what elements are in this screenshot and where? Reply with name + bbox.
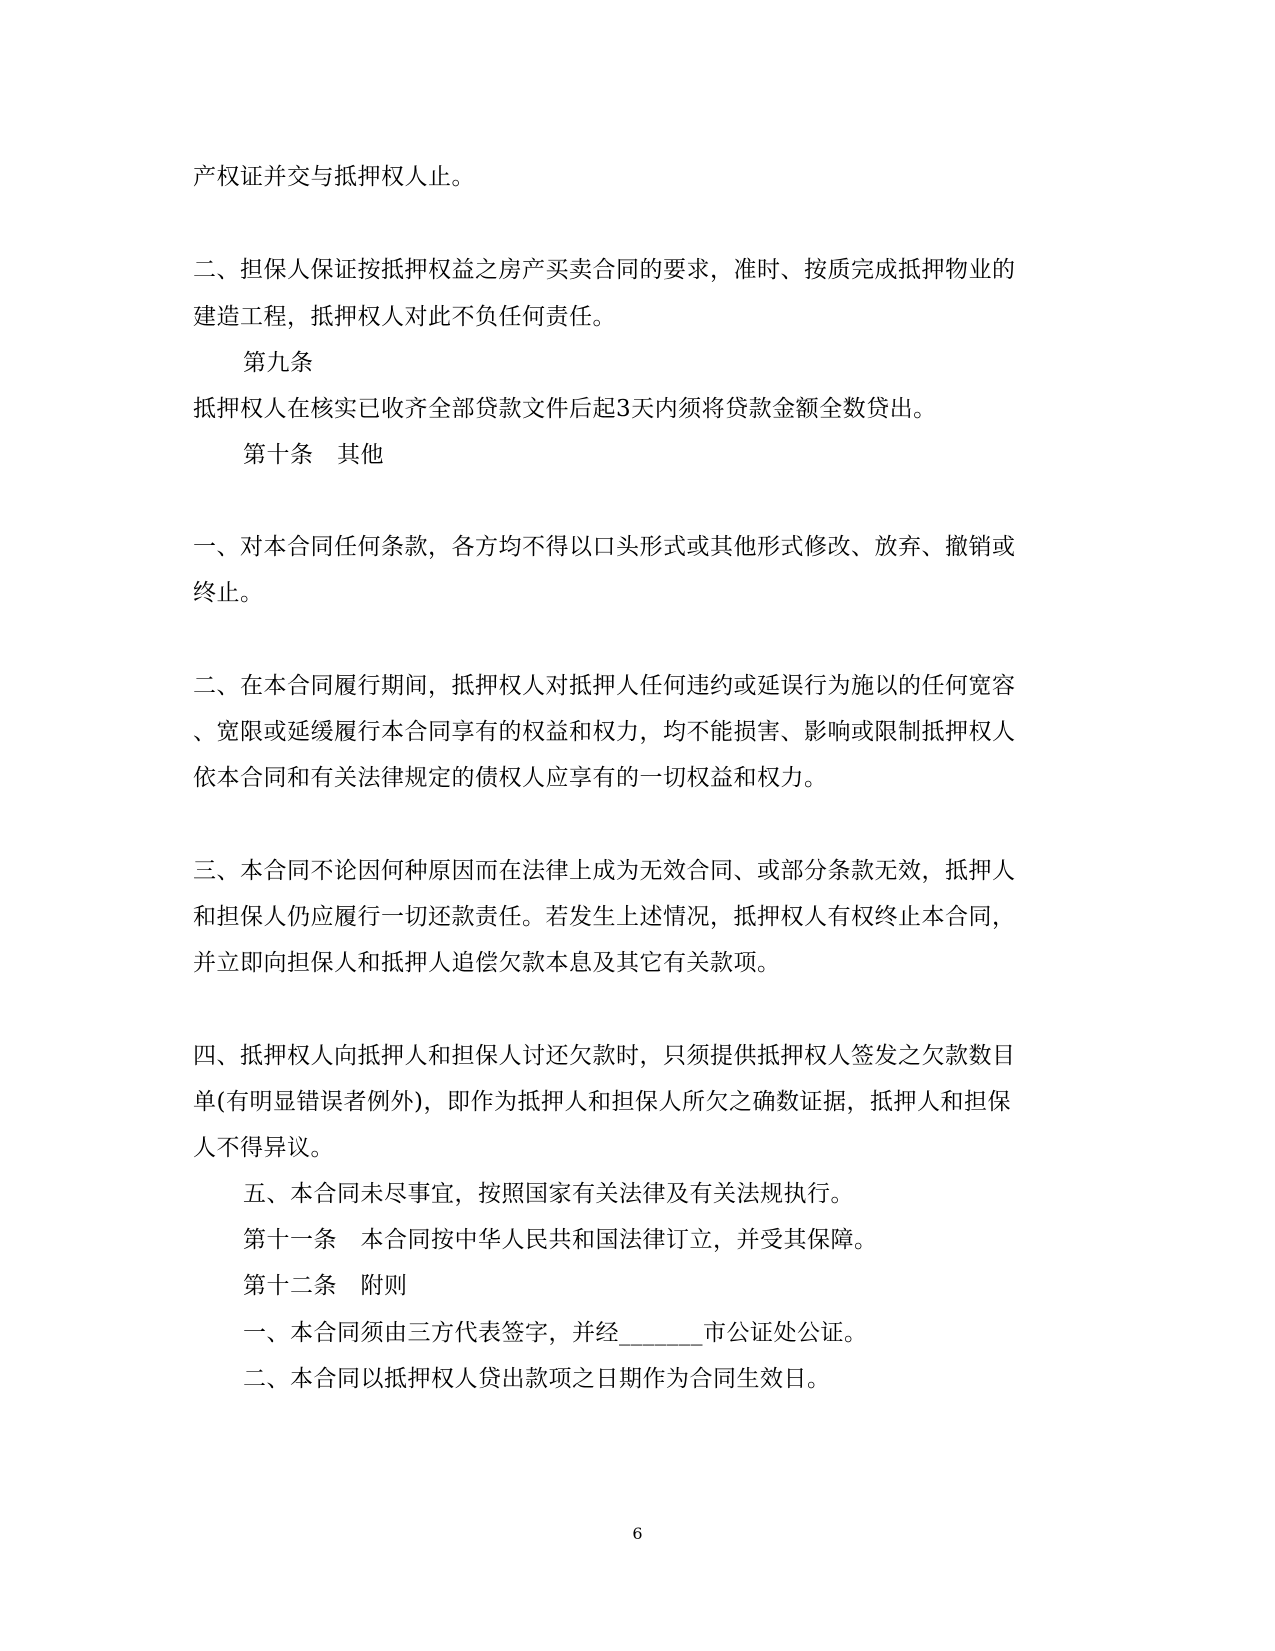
text-line-17: 人不得异议。 [193, 1135, 334, 1161]
text-line-1: 产权证并交与抵押权人止。 [193, 164, 475, 190]
text-line-15: 四、抵押权人向抵押人和担保人讨还欠款时，只须提供抵押权人签发之欠款数目 [193, 1043, 1016, 1069]
text-line-12: 三、本合同不论因何种原因而在法律上成为无效合同、或部分条款无效，抵押人 [193, 858, 1016, 884]
article-9-heading: 第九条 [243, 350, 314, 376]
text-line-13: 和担保人仍应履行一切还款责任。若发生上述情况，抵押权人有权终止本合同， [193, 904, 1016, 930]
text-line-18: 五、本合同未尽事宜，按照国家有关法律及有关法规执行。 [243, 1181, 854, 1207]
article-10-heading: 第十条 其他 [243, 442, 384, 468]
text-line-8: 终止。 [193, 580, 264, 606]
text-line-11: 依本合同和有关法律规定的债权人应享有的一切权益和权力。 [193, 765, 828, 791]
text-line-10: 、宽限或延缓履行本合同享有的权益和权力，均不能损害、影响或限制抵押权人 [193, 719, 1016, 745]
text-line-5: 抵押权人在核实已收齐全部贷款文件后起3天内须将贷款金额全数贷出。 [193, 396, 937, 422]
text-line-16: 单(有明显错误者例外)，即作为抵押人和担保人所欠之确数证据，抵押人和担保 [193, 1089, 1011, 1115]
article-12-heading: 第十二条 附则 [243, 1273, 408, 1299]
text-line-3: 建造工程，抵押权人对此不负任何责任。 [193, 304, 616, 330]
text-line-14: 并立即向担保人和抵押人追偿欠款本息及其它有关款项。 [193, 950, 781, 976]
text-line-2: 二、担保人保证按抵押权益之房产买卖合同的要求，准时、按质完成抵押物业的 [193, 257, 1016, 283]
text-line-9: 二、在本合同履行期间，抵押权人对抵押人任何违约或延误行为施以的任何宽容 [193, 673, 1016, 699]
article-11-heading: 第十一条 本合同按中华人民共和国法律订立，并受其保障。 [243, 1227, 878, 1253]
page-number: 6 [632, 1524, 643, 1543]
text-line-7: 一、对本合同任何条款，各方均不得以口头形式或其他形式修改、放弃、撤销或 [193, 534, 1016, 560]
text-line-21: 一、本合同须由三方代表签字，并经_______市公证处公证。 [243, 1320, 868, 1346]
text-line-22: 二、本合同以抵押权人贷出款项之日期作为合同生效日。 [243, 1366, 831, 1392]
